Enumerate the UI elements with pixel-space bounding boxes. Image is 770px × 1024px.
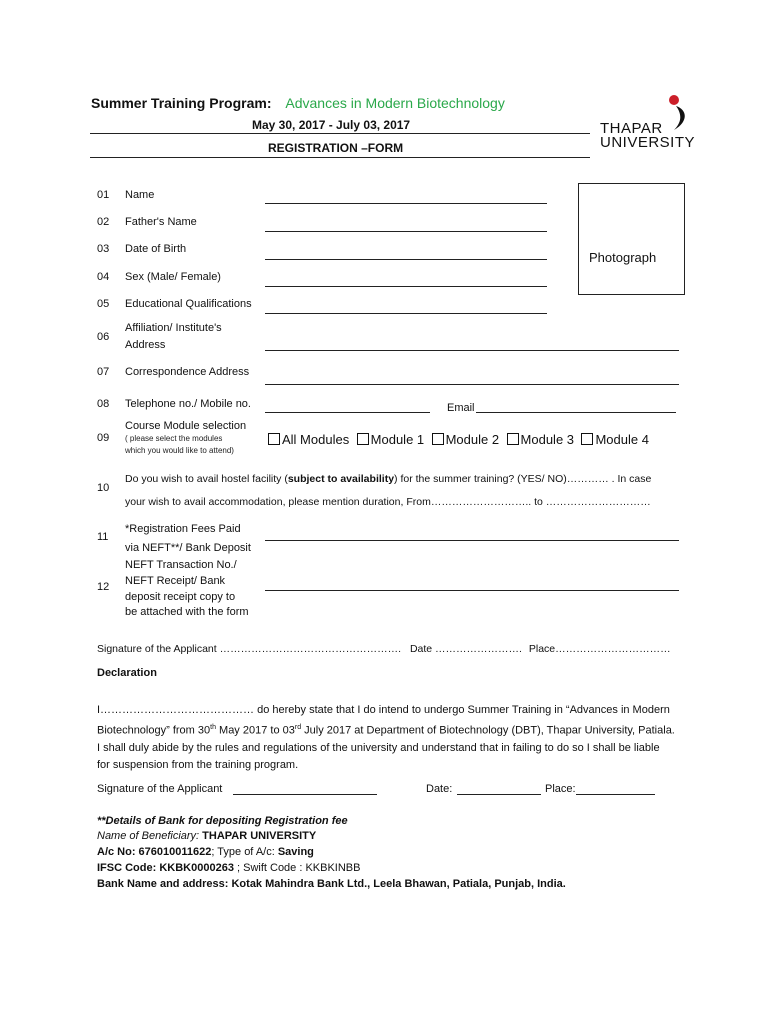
- declaration-line-4: for suspension from the training program.: [97, 758, 299, 771]
- signature-field[interactable]: Signature of the Applicant …………………………………………….: [97, 643, 402, 655]
- declaration-line-2: [97, 719, 687, 740]
- form-title: REGISTRATION –FORM: [268, 141, 404, 155]
- account-type-label: ; Type of A/c:: [211, 846, 278, 858]
- hostel-q-bold: subject to availability: [287, 473, 395, 485]
- signature2-input-line[interactable]: [233, 794, 377, 795]
- field-label-dob: Date of Birth: [125, 243, 187, 255]
- bank-beneficiary: [97, 830, 316, 842]
- field-num-12: 12: [97, 581, 110, 593]
- module-all[interactable]: [268, 432, 349, 447]
- hostel-q-pre: Do you wish to avail hostel facility (: [125, 473, 288, 485]
- date-field[interactable]: Date …………………….: [409, 643, 522, 655]
- date2-label: Date:: [426, 783, 453, 795]
- checkbox-module-3[interactable]: [507, 433, 519, 445]
- module-4-label: Module 4: [595, 432, 649, 447]
- program-heading: [91, 95, 505, 111]
- signature2-label: Signature of the Applicant: [97, 783, 223, 795]
- module-2[interactable]: [432, 432, 499, 447]
- field-num-04: 04: [97, 271, 110, 283]
- beneficiary-value: THAPAR UNIVERSITY: [202, 830, 317, 842]
- signature-row: [97, 643, 671, 655]
- hostel-q-post: ) for the summer training? (YES/ NO)………… . In case: [394, 473, 652, 485]
- dob-input-line[interactable]: [265, 259, 547, 260]
- account-number: A/c No: 676010011622: [97, 846, 212, 858]
- field-label-module: Course Module selection: [125, 420, 247, 432]
- program-name: Advances in Modern Biotechnology: [285, 95, 505, 111]
- field-num-11: 11: [97, 531, 109, 543]
- neft-label-2: NEFT Receipt/ Bank: [125, 575, 226, 587]
- bank-ifsc: [97, 862, 361, 874]
- field-label-name: Name: [125, 189, 155, 201]
- place2-input-line[interactable]: [576, 794, 655, 795]
- module-all-label: All Modules: [282, 432, 350, 447]
- photograph-box[interactable]: [578, 183, 685, 295]
- checkbox-module-1[interactable]: [357, 433, 369, 445]
- neft-input-line[interactable]: [265, 590, 679, 591]
- neft-label-3: deposit receipt copy to: [125, 591, 236, 603]
- field-num-08: 08: [97, 398, 110, 410]
- module-1-label: Module 1: [370, 432, 425, 447]
- logo-line2: UNIVERSITY: [600, 134, 696, 151]
- module-options: [268, 431, 649, 449]
- flame-icon: [662, 92, 692, 132]
- fees-label-2: via NEFT**/ Bank Deposit: [125, 542, 251, 554]
- program-label: Summer Training Program:: [91, 95, 272, 111]
- field-num-06: 06: [97, 331, 110, 343]
- declaration-title: Declaration: [97, 667, 157, 679]
- sex-input-line[interactable]: [265, 286, 547, 287]
- name-input-line[interactable]: [265, 203, 547, 204]
- photograph-label: Photograph: [589, 250, 657, 265]
- field-label-telephone: Telephone no./ Mobile no.: [125, 398, 251, 410]
- checkbox-all-modules[interactable]: [268, 433, 280, 445]
- field-label-qualifications: Educational Qualifications: [125, 298, 252, 310]
- module-4[interactable]: [581, 432, 648, 447]
- field-num-10: 10: [97, 482, 110, 494]
- bank-address: Bank Name and address: Kotak Mahindra Bank Ltd., Leela Bhawan, Patiala, Punjab, India.: [97, 878, 566, 890]
- program-dates: May 30, 2017 - July 03, 2017: [252, 118, 411, 132]
- field-num-01: 01: [97, 189, 110, 201]
- module-note-1: ( please select the modules: [125, 434, 223, 443]
- beneficiary-label: Name of Beneficiary:: [97, 830, 203, 842]
- header-rule-1: [90, 133, 590, 134]
- decl-sup-2: rd: [294, 724, 302, 731]
- module-1[interactable]: [357, 432, 424, 447]
- place-field[interactable]: Place……………………………: [528, 643, 671, 655]
- checkbox-module-2[interactable]: [432, 433, 444, 445]
- hostel-question-line2: your wish to avail accommodation, please mention duration, From……………………….. to …………………………: [125, 496, 651, 508]
- email-label: Email: [447, 402, 475, 414]
- field-num-03: 03: [97, 243, 110, 255]
- logo-line1: THAPAR: [600, 120, 663, 137]
- module-note-2: which you would like to attend): [125, 446, 234, 455]
- module-3-label: Module 3: [520, 432, 575, 447]
- field-label-affiliation: Affiliation/ Institute's: [125, 322, 222, 334]
- thapar-university-logo: [598, 92, 698, 152]
- telephone-input-line[interactable]: [265, 412, 430, 413]
- qualifications-input-line[interactable]: [265, 313, 547, 314]
- field-label-correspondence: Correspondence Address: [125, 366, 250, 378]
- affiliation-input-line[interactable]: [265, 350, 679, 351]
- module-2-label: Module 2: [445, 432, 500, 447]
- hostel-question-line1: [125, 473, 651, 485]
- account-type-value: Saving: [277, 846, 314, 858]
- bank-title: **Details of Bank for depositing Registration fee: [97, 815, 348, 827]
- field-num-05: 05: [97, 298, 110, 310]
- fees-label-1: *Registration Fees Paid: [125, 523, 241, 535]
- declaration-line-3: I shall duly abide by the rules and regulations of the university and understand that in failing to do so I shall be liable: [97, 741, 660, 754]
- decl-l2-a: Biotechnology” from 30: [97, 724, 211, 737]
- field-label-sex: Sex (Male/ Female): [125, 271, 221, 283]
- ifsc-code: IFSC Code: KKBK0000263: [97, 862, 234, 874]
- swift-code: ; Swift Code : KKBKINBB: [233, 862, 361, 874]
- field-num-09: 09: [97, 432, 110, 444]
- field-num-02: 02: [97, 216, 110, 228]
- decl-l2-b: May 2017 to 03: [215, 724, 295, 737]
- email-input-line[interactable]: [476, 412, 676, 413]
- header-rule-2: [90, 157, 590, 158]
- declaration-body: [97, 702, 687, 774]
- neft-label-1: NEFT Transaction No./: [125, 559, 237, 571]
- decl-l2-c: July 2017 at Department of Biotechnology (DBT), Thapar University, Patiala.: [301, 724, 675, 737]
- module-3[interactable]: [507, 432, 574, 447]
- checkbox-module-4[interactable]: [581, 433, 593, 445]
- declaration-line-1: I…………………………………… do hereby state that I do intend to undergo Summer Training in “Advances in Modern: [97, 704, 670, 716]
- place2-label: Place:: [545, 783, 576, 795]
- field-label-fathers-name: Father's Name: [125, 216, 197, 228]
- field-label-address: Address: [125, 339, 166, 351]
- bank-account: [97, 846, 314, 858]
- field-num-07: 07: [97, 366, 110, 378]
- fees-input-line[interactable]: [265, 540, 679, 541]
- neft-label-4: be attached with the form: [125, 606, 249, 618]
- date2-input-line[interactable]: [457, 794, 541, 795]
- correspondence-input-line[interactable]: [265, 384, 679, 385]
- decl-sup-1: th: [210, 724, 216, 731]
- fathers-name-input-line[interactable]: [265, 231, 547, 232]
